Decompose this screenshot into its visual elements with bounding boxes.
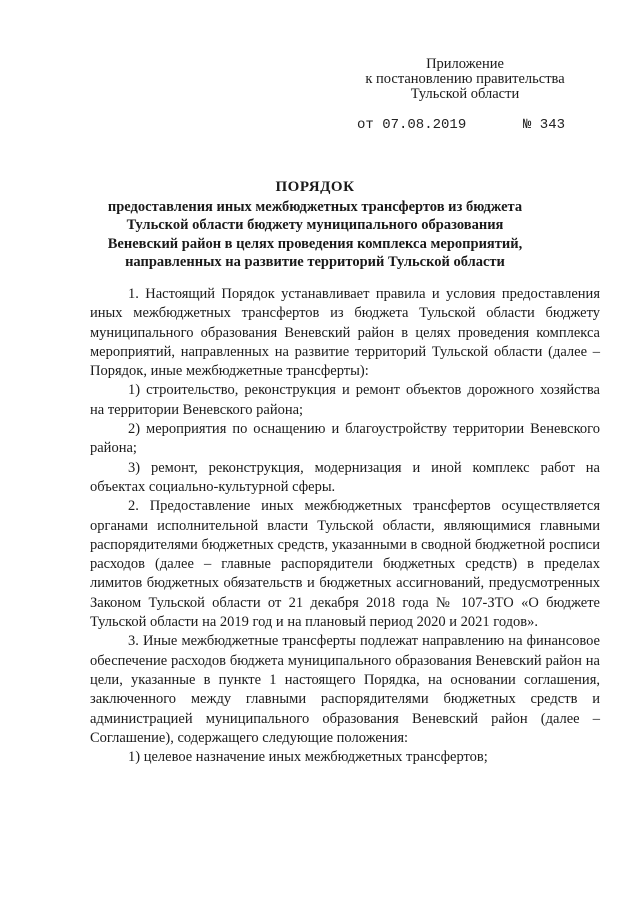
- clause-1-item-3: 3) ремонт, реконструкция, модернизация и иной комплекс работ на объектах социально-культурной сферы.: [90, 459, 600, 495]
- appendix-decree-reference: к постановлению правительства: [365, 71, 565, 87]
- appendix-region: Тульской области: [410, 86, 520, 102]
- clause-3-item-1: 1) целевое назначение иных межбюджетных трансфертов;: [128, 749, 488, 766]
- clause-1: 1. Настоящий Порядок устанавливает правила и условия предоставления иных межбюджетных трансфертов из бюджета Тульской области бюджету муниципального образования Веневский район в целях проведения комплекса мероприятий, направленных на развитие территорий Тульской области (далее – Порядок, иные межбюджетные трансферты):: [90, 286, 600, 380]
- document-title-block: [80, 178, 550, 272]
- clause-1-item-2: 2) мероприятия по оснащению и благоустройству территории Веневского района;: [90, 421, 600, 457]
- appendix-header: [340, 57, 590, 102]
- document-subtitle-line: направленных на развитие территорий Тульской области: [125, 254, 505, 270]
- clause-3: 3. Иные межбюджетные трансферты подлежат направлению на финансовое обеспечение расходов бюджета муниципального образования Веневский район на цели, указанные в пункте 1 настоящего Порядка, на основании соглашения, заключенного между главными распорядителями бюджетных средств и администрацией муниципального образования Веневский район (далее – Соглашение), содержащего следующие положения:: [90, 633, 600, 746]
- document-body: [90, 285, 600, 767]
- clause-1-item-1: 1) строительство, реконструкция и ремонт объектов дорожного хозяйства на территории Веневского района;: [90, 382, 600, 418]
- appendix-label: Приложение: [426, 56, 504, 72]
- decree-number: № 343: [523, 117, 566, 133]
- document-subtitle-line: Тульской области бюджету муниципального образования: [126, 217, 504, 233]
- document-subtitle-line: предоставления иных межбюджетных трансфертов из бюджета: [107, 198, 523, 215]
- clause-2: 2. Предоставление иных межбюджетных трансфертов осуществляется органами исполнительной власти Тульской области, являющимися главными распорядителями бюджетных средств, указанными в сводной бюджетной росписи расходов (далее – главные распорядители бюджетных средств) в пределах лимитов бюджетных обязательств и бюджетных ассигнований, предусмотренных Законом Тульской области от 21 декабря 2018 года № 107-ЗТО «О бюджете Тульской области на 2019 год и на плановый период 2020 и 2021 годов».: [90, 498, 600, 631]
- decree-date: от 07.08.2019: [357, 117, 467, 133]
- document-subtitle-line: Веневский район в целях проведения комплекса мероприятий,: [107, 235, 523, 252]
- document-title: ПОРЯДОК: [275, 179, 355, 195]
